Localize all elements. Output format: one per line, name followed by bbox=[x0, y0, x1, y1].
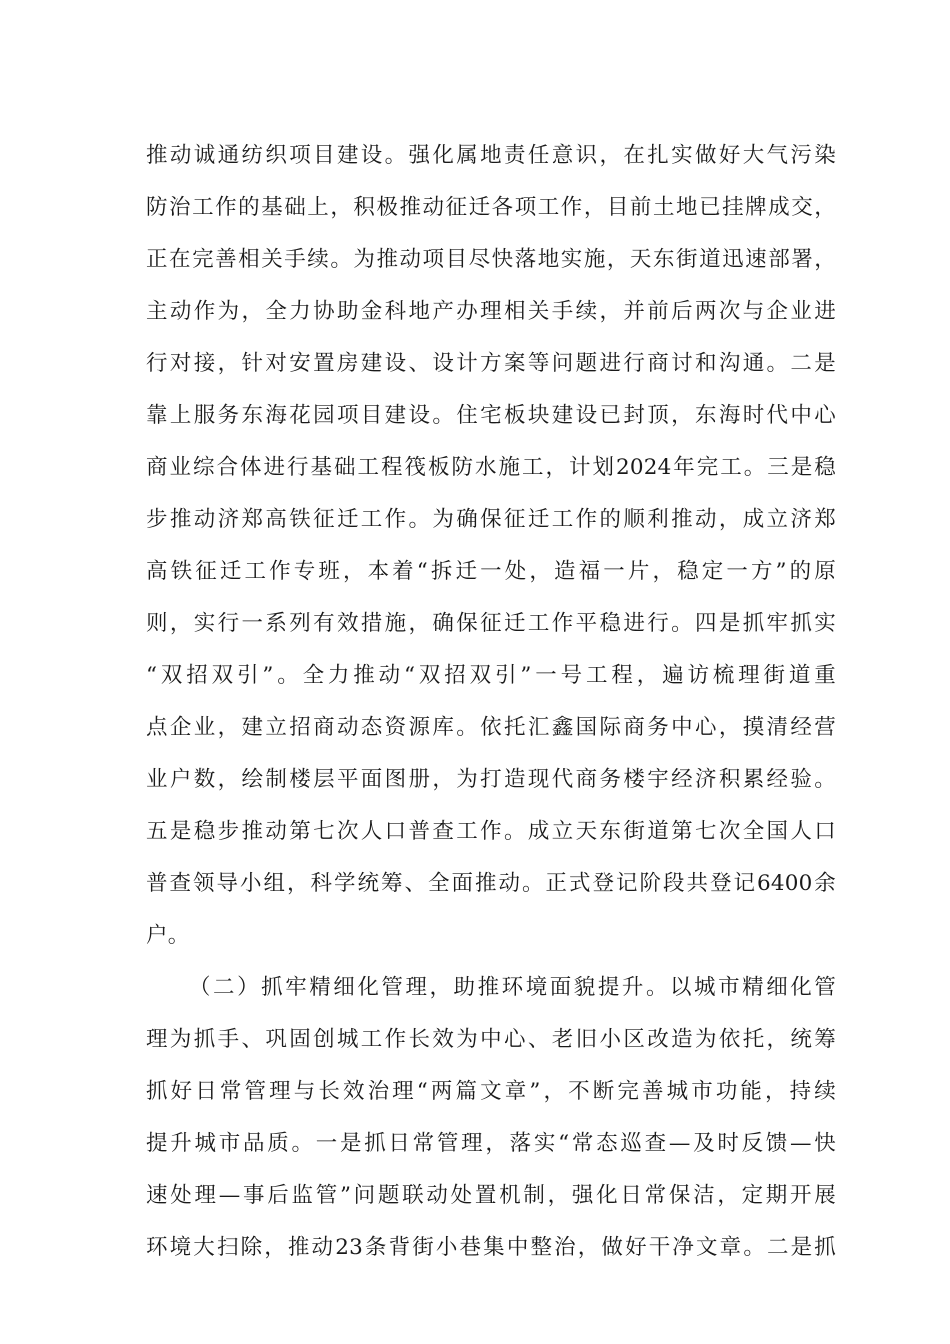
text-line: 五是稳步推动第七次人口普查工作。成立天东街道第七次全国人口 bbox=[146, 819, 836, 844]
text-line: 靠上服务东海花园项目建设。住宅板块建设已封顶，东海时代中心 bbox=[146, 403, 836, 428]
body-text bbox=[146, 130, 836, 1274]
text-line: 主动作为，全力协助金科地产办理相关手续，并前后两次与企业进 bbox=[146, 299, 836, 324]
text-line: 理为抓手、巩固创城工作长效为中心、老旧小区改造为依托，统筹 bbox=[146, 1027, 836, 1052]
text-line: 户。 bbox=[146, 923, 190, 948]
text-line: “双招双引”。全力推动“双招双引”一号工程，遍访梳理街道重 bbox=[146, 663, 836, 688]
text-line: 推动诚通纺织项目建设。强化属地责任意识，在扎实做好大气污染 bbox=[146, 143, 836, 168]
text-line: 行对接，针对安置房建设、设计方案等问题进行商讨和沟通。二是 bbox=[146, 351, 836, 376]
text-line: 正在完善相关手续。为推动项目尽快落地实施，天东街道迅速部署， bbox=[146, 247, 836, 272]
text-line: 普查领导小组，科学统筹、全面推动。正式登记阶段共登记6400余 bbox=[146, 871, 836, 896]
text-line: 环境大扫除，推动23条背街小巷集中整治，做好干净文章。二是抓 bbox=[146, 1235, 836, 1260]
text-line: 步推动济郑高铁征迁工作。为确保征迁工作的顺利推动，成立济郑 bbox=[146, 507, 836, 532]
text-line: 商业综合体进行基础工程筏板防水施工，计划2024年完工。三是稳 bbox=[146, 455, 836, 480]
text-line: 业户数，绘制楼层平面图册，为打造现代商务楼宇经济积累经验。 bbox=[146, 767, 836, 792]
text-line: 高铁征迁工作专班，本着“拆迁一处，造福一片，稳定一方”的原 bbox=[146, 559, 836, 584]
text-line: 速处理—事后监管”问题联动处置机制，强化日常保洁，定期开展 bbox=[146, 1183, 836, 1208]
text-line: 抓好日常管理与长效治理“两篇文章”，不断完善城市功能，持续 bbox=[146, 1079, 836, 1104]
text-line: 点企业，建立招商动态资源库。依托汇鑫国际商务中心，摸清经营 bbox=[146, 715, 836, 740]
text-line: 提升城市品质。一是抓日常管理，落实“常态巡查—及时反馈—快 bbox=[146, 1131, 836, 1156]
text-line: 则，实行一系列有效措施，确保征迁工作平稳进行。四是抓牢抓实 bbox=[146, 611, 836, 636]
text-line: 防治工作的基础上，积极推动征迁各项工作，目前土地已挂牌成交， bbox=[146, 195, 836, 220]
section-heading-line: （二）抓牢精细化管理，助推环境面貌提升。以城市精细化管 bbox=[189, 975, 836, 1000]
